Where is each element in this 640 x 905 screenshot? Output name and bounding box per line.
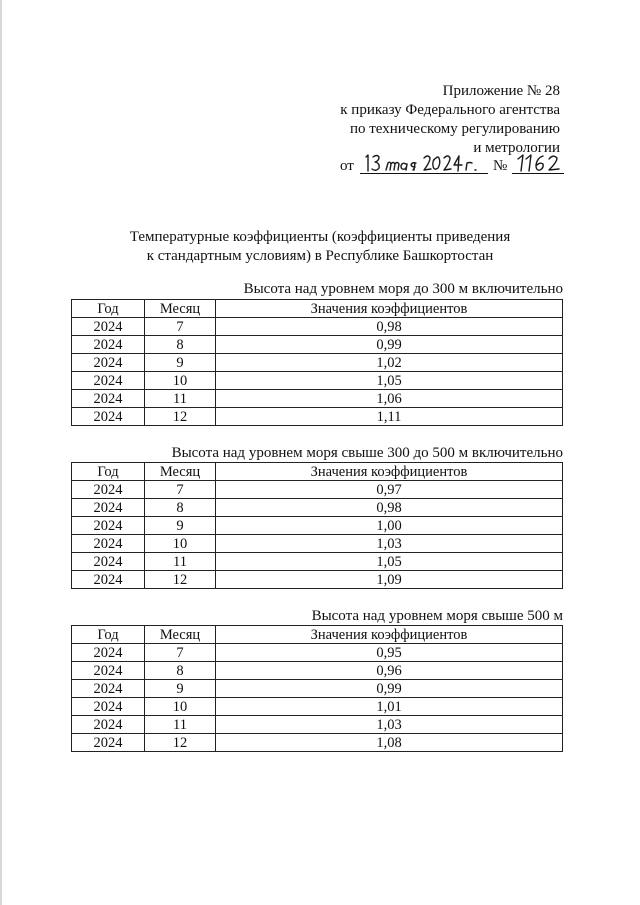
appendix-number: Приложение № 28 [442,83,560,99]
column-header-month: Месяц [145,463,216,481]
month-cell: 12 [145,408,216,426]
value-cell: 0,95 [216,644,563,662]
value-cell: 1,08 [216,734,563,752]
year-cell: 2024 [72,644,145,662]
table-row [72,571,563,589]
table-header-row [72,300,563,318]
month-cell: 11 [145,716,216,734]
value-cell: 1,01 [216,698,563,716]
table-row [72,372,563,390]
table-row [72,644,563,662]
value-cell: 1,03 [216,716,563,734]
month-cell: 9 [145,680,216,698]
value-cell: 0,99 [216,336,563,354]
year-cell: 2024 [72,680,145,698]
value-cell: 1,05 [216,553,563,571]
column-header-month: Месяц [145,626,216,644]
value-cell: 1,00 [216,517,563,535]
column-header-year: Год [72,300,145,318]
value-cell: 1,05 [216,372,563,390]
coefficients-table-3 [71,625,563,752]
month-cell: 11 [145,390,216,408]
title-line-2: к стандартным условиям) в Республике Башкортостан [146,248,494,264]
value-cell: 1,06 [216,390,563,408]
number-underline [512,173,564,174]
column-header-year: Год [72,626,145,644]
title-line-1: Температурные коэффициенты (коэффициенты приведения [129,229,511,245]
value-cell: 0,99 [216,680,563,698]
table-row [72,336,563,354]
column-header-month: Месяц [145,300,216,318]
value-cell: 0,98 [216,499,563,517]
column-header-value: Значения коэффициентов [216,626,563,644]
table-row [72,499,563,517]
handwritten-date-signature [362,152,490,174]
year-cell: 2024 [72,481,145,499]
month-cell: 8 [145,499,216,517]
table-row [72,390,563,408]
month-cell: 12 [145,734,216,752]
table-row [72,553,563,571]
value-cell: 1,03 [216,535,563,553]
year-cell: 2024 [72,553,145,571]
year-cell: 2024 [72,499,145,517]
year-cell: 2024 [72,408,145,426]
month-cell: 12 [145,571,216,589]
scan-edge [0,0,2,905]
year-cell: 2024 [72,716,145,734]
year-cell: 2024 [72,354,145,372]
table-row [72,680,563,698]
year-cell: 2024 [72,390,145,408]
number-prefix: № [493,158,508,174]
month-cell: 9 [145,354,216,372]
value-cell: 1,09 [216,571,563,589]
table-row [72,734,563,752]
table-2-caption: Высота над уровнем моря свыше 300 до 500 м включительно [171,445,563,461]
year-cell: 2024 [72,517,145,535]
table-row [72,318,563,336]
month-cell: 8 [145,662,216,680]
month-cell: 11 [145,553,216,571]
year-cell: 2024 [72,662,145,680]
column-header-year: Год [72,463,145,481]
year-cell: 2024 [72,734,145,752]
value-cell: 1,02 [216,354,563,372]
month-cell: 8 [145,336,216,354]
document-title [0,228,640,266]
table-row [72,535,563,553]
order-date-number [340,152,565,176]
table-row [72,698,563,716]
handwritten-order-number [515,152,567,174]
table-1-caption: Высота над уровнем моря до 300 м включительно [243,281,563,297]
month-cell: 9 [145,517,216,535]
month-cell: 7 [145,644,216,662]
agency-name-line-2: и метрологии [473,140,560,156]
order-reference: к приказу Федерального агентства [340,102,560,118]
table-header-row [72,626,563,644]
year-cell: 2024 [72,535,145,553]
value-cell: 0,97 [216,481,563,499]
table-row [72,354,563,372]
table-row [72,481,563,499]
appendix-header [340,82,560,158]
month-cell: 10 [145,372,216,390]
month-cell: 10 [145,698,216,716]
month-cell: 10 [145,535,216,553]
value-cell: 0,96 [216,662,563,680]
year-cell: 2024 [72,318,145,336]
table-row [72,662,563,680]
coefficients-table-1 [71,299,563,426]
year-cell: 2024 [72,571,145,589]
table-row [72,517,563,535]
table-row [72,408,563,426]
date-prefix: от [340,158,354,174]
month-cell: 7 [145,318,216,336]
column-header-value: Значения коэффициентов [216,300,563,318]
value-cell: 1,11 [216,408,563,426]
agency-name-line: по техническому регулированию [349,121,560,137]
year-cell: 2024 [72,336,145,354]
coefficients-table-2 [71,462,563,589]
date-underline [360,173,488,174]
table-row [72,716,563,734]
table-3-caption: Высота над уровнем моря свыше 500 м [311,608,563,624]
column-header-value: Значения коэффициентов [216,463,563,481]
year-cell: 2024 [72,698,145,716]
month-cell: 7 [145,481,216,499]
year-cell: 2024 [72,372,145,390]
table-header-row [72,463,563,481]
value-cell: 0,98 [216,318,563,336]
